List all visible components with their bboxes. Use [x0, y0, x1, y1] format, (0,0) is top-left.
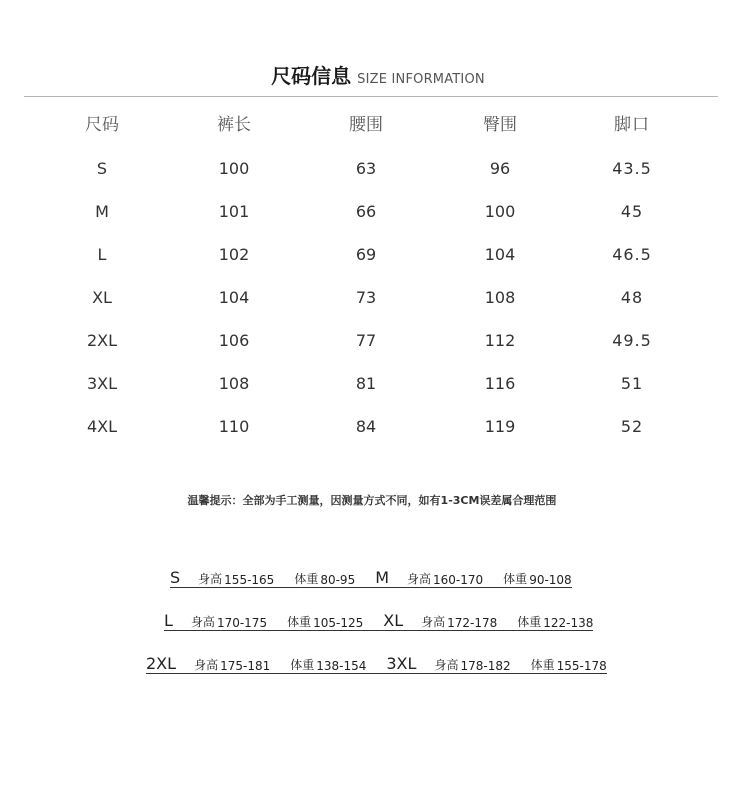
table-row	[36, 237, 696, 280]
cell-length: 106	[218, 331, 250, 350]
height-range: 178-182	[460, 659, 511, 673]
cell-waist: 63	[355, 159, 377, 178]
weight-label: 体重	[517, 615, 542, 629]
weight-range: 155-178	[556, 659, 607, 673]
cell-length: 101	[218, 202, 250, 221]
header-length: 裤长	[217, 115, 251, 135]
height-label: 身高	[421, 615, 446, 629]
height-label: 身高	[190, 615, 215, 629]
table-row	[36, 409, 696, 452]
reference-line-inner	[164, 608, 593, 631]
title-divider	[24, 96, 718, 97]
cell-leg-opening: 52	[620, 417, 644, 436]
cell-hip: 108	[484, 288, 516, 307]
weight-label: 体重	[294, 572, 319, 586]
table-row	[36, 323, 696, 366]
ref-size: 2XL	[146, 654, 177, 673]
table-row	[36, 366, 696, 409]
header-waist: 腰围	[349, 115, 383, 135]
cell-size: S	[96, 159, 108, 178]
reference-line	[0, 608, 756, 632]
cell-hip: 119	[484, 417, 516, 436]
header-hip: 臀围	[483, 115, 517, 135]
cell-hip: 116	[484, 374, 516, 393]
header-size: 尺码	[85, 115, 119, 135]
height-label: 身高	[194, 658, 219, 672]
cell-length: 110	[218, 417, 250, 436]
height-range: 170-175	[216, 616, 268, 630]
ref-size: M	[375, 568, 390, 587]
cell-size: 3XL	[86, 374, 118, 393]
height-range: 175-181	[220, 659, 271, 673]
size-table	[36, 108, 696, 452]
weight-label: 体重	[290, 658, 315, 672]
cell-length: 100	[218, 159, 250, 178]
cell-size: XL	[92, 288, 112, 307]
page-title	[0, 60, 756, 89]
reference-line	[0, 565, 756, 589]
measurement-tip: 温馨提示：全部为手工测量，因测量方式不同，如有1-3CM误差属合理范围	[187, 494, 557, 507]
cell-size: M	[95, 202, 109, 221]
cell-waist: 81	[355, 374, 377, 393]
weight-range: 80-95	[320, 573, 356, 587]
ref-size: L	[164, 611, 173, 630]
cell-waist: 73	[355, 288, 377, 307]
cell-hip: 96	[489, 159, 511, 178]
cell-waist: 66	[355, 202, 377, 221]
weight-label: 体重	[503, 572, 528, 586]
ref-size: XL	[383, 611, 404, 630]
cell-waist: 77	[355, 331, 377, 350]
cell-length: 104	[218, 288, 250, 307]
header-leg-opening: 脚口	[614, 115, 650, 135]
height-label: 身高	[198, 572, 223, 586]
title-en: SIZE INFORMATION	[357, 72, 485, 87]
height-label: 身高	[434, 658, 459, 672]
height-range: 172-178	[447, 616, 498, 630]
cell-leg-opening: 45	[620, 202, 644, 221]
weight-range: 138-154	[316, 659, 367, 673]
cell-leg-opening: 49.5	[612, 331, 652, 350]
weight-range: 122-138	[543, 616, 594, 630]
height-label: 身高	[407, 572, 432, 586]
cell-length: 108	[218, 374, 250, 393]
cell-leg-opening: 46.5	[612, 245, 652, 264]
table-header-row	[36, 108, 696, 151]
cell-leg-opening: 51	[620, 374, 644, 393]
cell-leg-opening: 43.5	[612, 159, 652, 178]
height-range: 160-170	[433, 573, 484, 587]
reference-line	[0, 651, 756, 675]
weight-label: 体重	[530, 658, 555, 672]
cell-waist: 84	[355, 417, 377, 436]
table-row	[36, 151, 696, 194]
height-range: 155-165	[224, 573, 275, 587]
cell-hip: 112	[484, 331, 516, 350]
table-row	[36, 194, 696, 237]
cell-length: 102	[218, 245, 250, 264]
cell-hip: 104	[484, 245, 516, 264]
weight-label: 体重	[287, 615, 312, 629]
cell-leg-opening: 48	[620, 288, 644, 307]
title-cn: 尺码信息	[271, 64, 352, 88]
reference-line-inner	[170, 565, 572, 588]
cell-hip: 100	[484, 202, 516, 221]
cell-size: 4XL	[86, 417, 118, 436]
cell-waist: 69	[355, 245, 377, 264]
table-row	[36, 280, 696, 323]
weight-range: 90-108	[529, 573, 572, 587]
ref-size: 3XL	[386, 654, 417, 673]
cell-size: 2XL	[86, 331, 118, 350]
cell-size: L	[97, 245, 107, 264]
ref-size: S	[170, 568, 181, 587]
weight-range: 105-125	[313, 616, 364, 630]
reference-line-inner	[146, 651, 607, 674]
